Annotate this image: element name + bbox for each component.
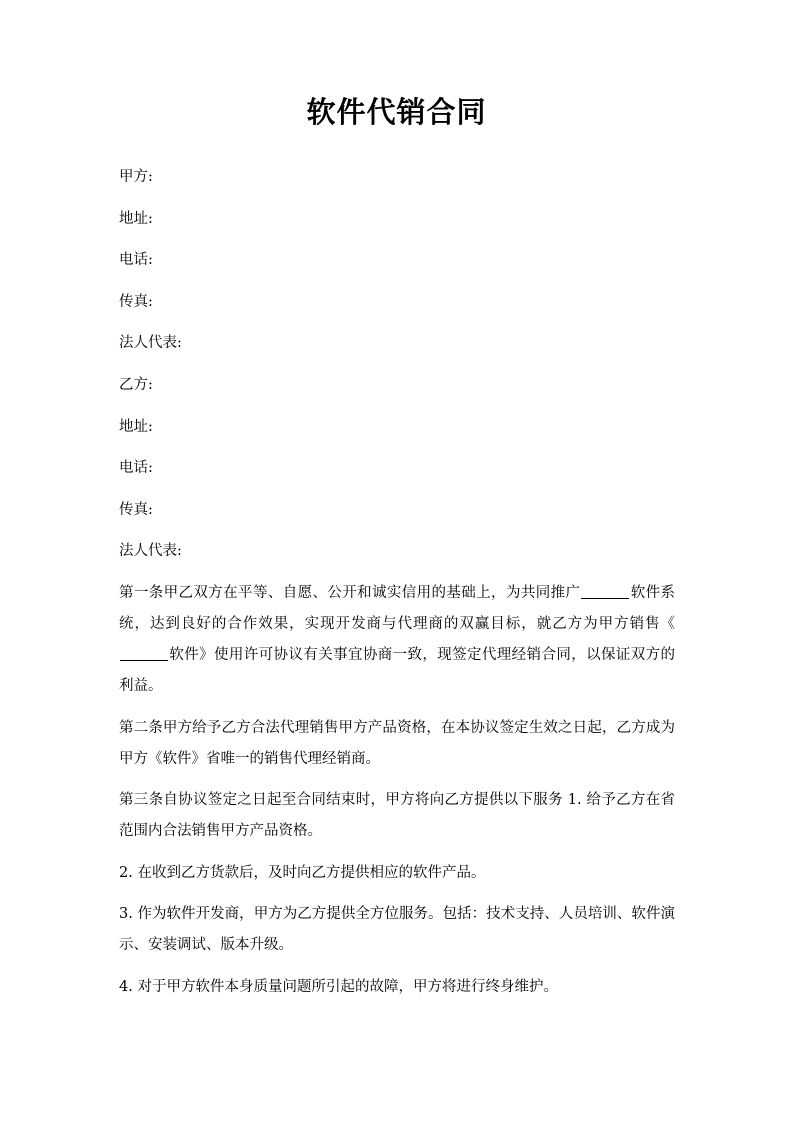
blank-line [581,583,629,599]
party-b-phone-label: 电话: [119,460,153,477]
service-item-2: 2. 在收到乙方货款后，及时向乙方提供相应的软件产品。 [119,864,486,881]
party-a-name-label: 甲方: [119,169,153,185]
article-1-part-3: 软件》使用许可协议有关事宜协商一致，现签定代理经销合同，以保证双方的利益。 [119,646,675,694]
party-b-fax-label: 传真: [119,501,153,518]
article-2: 第二条甲方给予乙方合法代理销售甲方产品资格，在本协议签定生效之日起，乙方成为甲方《软件》省唯一的销售代理经销商。 [119,719,675,767]
party-a-fax-label: 传真: [119,293,153,310]
party-b-legal-rep-label: 法人代表: [119,543,182,560]
service-item-4: 4. 对于甲方软件本身质量问题所引起的故障，甲方将进行终身维护。 [119,978,558,995]
service-item-3: 3. 作为软件开发商，甲方为乙方提供全方位服务。包括：技术支持、人员培训、软件演示、安装调试、版本升级。 [119,906,675,954]
article-1 [119,578,675,702]
blank-line [120,645,168,661]
party-b-address-label: 地址: [119,418,153,435]
document-title: 软件代销合同 [306,95,487,129]
article-1-part-2: 软件系统，达到良好的合作效果，实现开发商与代理商的双赢目标，就乙方为甲方销售《 [119,584,676,632]
article-3: 第三条自协议签定之日起至合同结束时，甲方将向乙方提供以下服务 1. 给予乙方在省范围内合法销售甲方产品资格。 [119,792,675,840]
party-a-address-label: 地址: [119,210,153,227]
party-b-name-label: 乙方: [119,376,153,393]
article-1-part-1: 第一条甲乙双方在平等、自愿、公开和诚实信用的基础上，为共同推广 [119,584,581,601]
document-body [119,162,675,1014]
party-a-legal-rep-label: 法人代表: [119,335,182,352]
party-a-phone-label: 电话: [119,252,153,269]
